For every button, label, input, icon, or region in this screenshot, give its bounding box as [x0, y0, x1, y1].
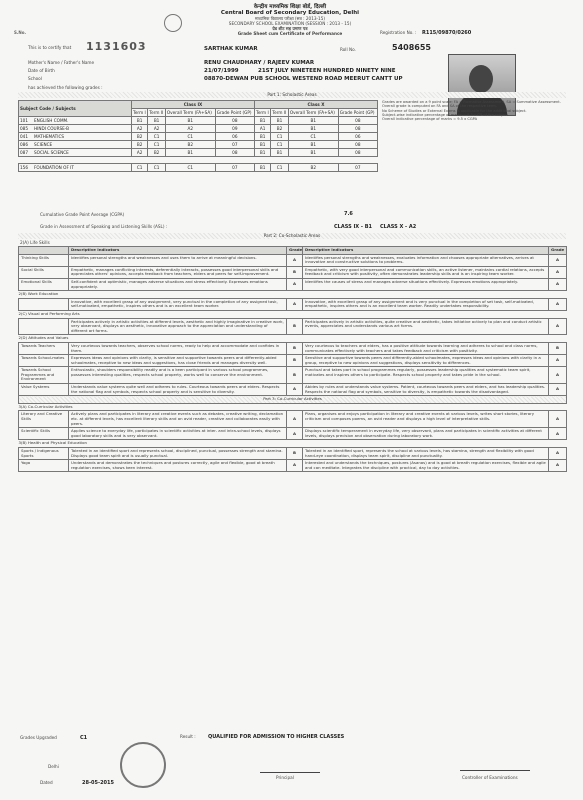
grade-cell: B2 [288, 164, 338, 172]
subject-cell [19, 125, 132, 133]
grade-cell: 07 [338, 164, 377, 172]
grade-cell: A1 [254, 125, 270, 133]
grade-cell: 06 [215, 133, 254, 141]
grade-col-9: Grade [287, 247, 303, 255]
part3-title: Part 3: Co-Curricular Activities [263, 396, 322, 402]
indicator-10: Empathetic, with very good interpersonal and communication skills, an active listener, maintains cordial relations, accepts feedback and criticism with positivity, often demonstrates leadership skills and is an inspiring team worker. [303, 266, 549, 278]
table-row [19, 164, 378, 172]
grade-cell: A2 [148, 125, 166, 133]
principal-label: Principal [276, 775, 294, 780]
grade-9: A [287, 428, 303, 440]
title-hindi: ग्रेड शीट सह प्रमाण पत्र [272, 26, 308, 31]
area-label: Thinking Skills [19, 254, 69, 266]
class10-header: Class X [254, 101, 377, 109]
subject-cell [19, 149, 132, 157]
grade-cell: B1 [254, 117, 270, 125]
work-grade-9: A [287, 298, 303, 310]
table-row [19, 141, 378, 149]
grade-cell: B1 [271, 117, 289, 125]
table-row [19, 367, 567, 384]
exam-hindi: माध्यमिक विद्यालय परीक्षा (सत्र : 2013-15) [254, 16, 326, 21]
certificate-title: Grade Sheet cum Certificate of Performance [237, 31, 343, 36]
grade-cell: C1 [148, 164, 166, 172]
grade-9: B [287, 266, 303, 278]
indicator-9: Identifies personal strengths and weaknesses and uses them to arrive at meaningful decisions. [69, 254, 287, 266]
note-1: Grades are awarded on a 9 point scale; FA = Formative Assessment, SA = Summative Assessment. [382, 100, 561, 104]
grade-cell: B1 [288, 117, 338, 125]
table-row [19, 448, 567, 460]
table-row [19, 298, 567, 310]
grade-cell: B2 [148, 149, 166, 157]
grade-9: B [287, 367, 303, 384]
area-col [19, 247, 69, 255]
table-row [19, 149, 378, 157]
grade-10: B [549, 342, 567, 354]
area-label: Towards Teachers [19, 342, 69, 354]
note-4: Subject-wise indicative percentage of marks = 9.5 x GP of the subject. [382, 112, 510, 117]
term2-col: Term II [271, 109, 289, 117]
subject-name: SOCIAL SCIENCE [34, 150, 69, 155]
dated-label: Dated [40, 780, 53, 785]
board-name: Central Board of Secondary Education, Delhi [220, 10, 360, 16]
indicator-9: Expresses ideas and opinions with clarity, is sensitive and supportive towards peers and differently-abled schoolmates, receptive to new ideas and suggestions, has close friends and manages diversity well. [69, 355, 287, 367]
grade-cell: C1 [148, 133, 166, 141]
grade-cell: C1 [132, 164, 148, 172]
table-row [19, 133, 378, 141]
term1-col: Term I [132, 109, 148, 117]
indicator-9: Actively plans and participates in literary and creative events such as debates, creative writing, declamation etc. at different levels, has excellent literary skills and an avid reader, creative and collaborates easily with peers. [69, 411, 287, 428]
issue-date: 28-05-2015 [82, 780, 114, 786]
subject-cell [19, 117, 132, 125]
grade-9: A [287, 460, 303, 472]
area-label: Value Systems [19, 384, 69, 396]
subject-name: ENGLISH COMM. [34, 118, 69, 123]
grade-cell: C1 [271, 133, 289, 141]
note-5: Overall indicative percentage of marks = 9.5 x CGPA [382, 117, 478, 122]
indicator-9: Understands value systems quite well and adheres to rules. Courteous towards peers and elders. Respects the national flag and symbols, respects school property and is sensitive to diversity. [69, 384, 287, 396]
table-row [19, 254, 567, 266]
arts-indicator-10: Participates actively in artistic activities, quite creative and aesthetic, takes initiative actively to plan and conduct artistic events, appreciates and understands various art forms. [303, 318, 549, 335]
indicator-10: Plans, organises and enjoys participation in literary and creative events at various levels, writes short stories, literary criticism and composes poems, an avid reader and displays a high level of interpretative skills. [303, 411, 549, 428]
indicator-10: Identifies personal strengths and weaknesses, evaluates information and chooses appropriate alternatives, arrives at innovative and constructive solutions to problems. [303, 254, 549, 266]
table-row [19, 460, 567, 472]
parents-name: RENU CHAUDHARY / RAJEEV KUMAR [204, 60, 315, 66]
place-label: Delhi [48, 764, 59, 769]
grade-cell: C1 [165, 164, 215, 172]
indicator-10: Very courteous to teachers and elders, has a positive attitude towards learning and adheres to school and class norms, communicates effectively with teachers and takes feedback and criticism with positivity. [303, 342, 549, 354]
area-label: Scientific Skills [19, 428, 69, 440]
indicator-9: Understands and demonstrates the techniques and postures correctly, agile and flexible, good at breath regulation exercises, shows keen interest. [69, 460, 287, 472]
grade-9: B [287, 342, 303, 354]
subject-cell [19, 141, 132, 149]
grade-cell: B1 [254, 149, 270, 157]
area-label: Literary and Creative Skills [19, 411, 69, 428]
school-label: School [28, 76, 42, 81]
part1-bar [18, 92, 566, 98]
life-skills-heading: 2(A) Life Skills [20, 240, 50, 245]
upgraded-label: Grades Upgraded [20, 735, 57, 740]
result-value: QUALIFIED FOR ADMISSION TO HIGHER CLASSES [208, 734, 345, 740]
grade-cell: A2 [165, 125, 215, 133]
area-label: Sports / Indigenous Sports [19, 448, 69, 460]
table-row [19, 318, 567, 335]
subject-code: 086 [20, 142, 28, 147]
board-header [190, 4, 390, 36]
grade-cell: B1 [254, 141, 270, 149]
arts-grade-10: A [549, 318, 567, 335]
class9-asl: CLASS IX - B1 [334, 224, 373, 230]
grade-cell: A2 [132, 149, 148, 157]
area-label: Towards School-mates [19, 355, 69, 367]
achieved-label: has achieved the following grades : [28, 85, 103, 90]
roll-number: 5408655 [392, 43, 431, 52]
principal-signature [260, 758, 320, 773]
subject-code: 085 [20, 126, 28, 131]
result-label: Result : [180, 734, 196, 739]
grade-cell: B1 [148, 117, 166, 125]
grade-cell: 09 [215, 125, 254, 133]
serial-number: 1131603 [86, 40, 147, 53]
dob-words: 21ST JULY NINETEEN HUNDRED NINETY NINE [258, 68, 396, 74]
grade-10: A [549, 254, 567, 266]
grade-cell: C1 [288, 133, 338, 141]
grade-cell: 07 [215, 164, 254, 172]
dob-number: 21/07/1999 [204, 68, 239, 74]
grade-9: A [287, 411, 303, 428]
table-row [19, 384, 567, 396]
parents-label: Mother's Name / Father's Name [28, 60, 95, 65]
grade-col-10: Grade [549, 247, 567, 255]
school-stamp [120, 742, 166, 788]
work-ed-heading: 2(B) Work Education [19, 291, 567, 299]
dob-label: Date of Birth [28, 68, 55, 73]
grade-cell: B2 [132, 133, 148, 141]
indicator-10: Punctual and takes part in school programmes regularly, possesses leadership qualities and systematic team spirit, motivates and inspires others to participate. Respects school property and takes pride in the school. [303, 367, 549, 384]
work-indicator-9: Innovative, with excellent grasp of any assignment, very punctual in the completion of any assigned task, self-motivated, empathetic, inspires others and is an excellent team worker. [69, 298, 287, 310]
table-row [19, 342, 567, 354]
part2-bar [18, 233, 566, 239]
attitudes-heading: 2(D) Attitudes and Values [19, 335, 567, 343]
note-3: No Scheme of Studies or External Exams is applicable for the additional subject. [382, 108, 527, 113]
part3-bar [19, 396, 567, 404]
scholastic-table [18, 100, 378, 172]
grade-10: A [549, 428, 567, 440]
indicator-9: Very courteous towards teachers, observes school norms, ready to help and accommodate and confides in them. [69, 342, 287, 354]
controller-label: Controller of Examinations [462, 775, 518, 780]
indicator-10: Interested and understands the techniques, postures (Asanas) and is good at breath regulation exercises, flexible and agile and can meditate. Integrates the discipline with practical, day to day activities. [303, 460, 549, 472]
grade-10: A [549, 460, 567, 472]
work-label [19, 298, 69, 310]
grade-9: B [287, 448, 303, 460]
subject-code: 101 [20, 118, 28, 123]
grade-10: A [549, 448, 567, 460]
grade-10: A [549, 411, 567, 428]
grade-10: A [549, 278, 567, 290]
grade-cell: C1 [271, 141, 289, 149]
subject-name: MATHEMATICS [34, 134, 65, 139]
grade-cell: 06 [338, 133, 377, 141]
speaking-label: Grade in Assessment of Speaking and Listening Skills (ASL) : [40, 224, 168, 229]
grade-cell: B1 [254, 164, 270, 172]
health-heading: 3(B) Health and Physical Education [19, 440, 567, 448]
grade-cell: C1 [148, 141, 166, 149]
overall-col: Overall Term (FA+SA) [165, 109, 215, 117]
table-row [19, 125, 378, 133]
indicator-9: Empathetic, manages conflicting interests, deferentially interacts, possesses good interpersonal skills and appreciates others' opinions, accepts feedback from teachers, elders and peers for self-improvement. [69, 266, 287, 278]
work-grade-10: A [549, 298, 567, 310]
roll-label: Roll No. [340, 47, 356, 52]
part1-title: Part 1: Scholastic Areas [267, 92, 317, 97]
indicator-9: Applies science to everyday life, participates in scientific activities at inter- and intra-school levels, displays good laboratory skills and is very observant. [69, 428, 287, 440]
grade-10: A [549, 367, 567, 384]
indicator-10: Identifies the causes of stress and manages adverse situations effectively. Expresses emotions appropriately. [303, 278, 549, 290]
grade-9: B [287, 355, 303, 367]
term1-col: Term I [254, 109, 270, 117]
indicator-10: Talented in an identified sport, represents the school at various levels, has stamina, strength and flexibility with good hand-eye coordination, displays team spirit, discipline and punctuality. [303, 448, 549, 460]
certify-label: This is to certify that [28, 45, 72, 50]
term2-col: Term II [148, 109, 166, 117]
indicator-9: Talented in an identified sport and represents school, disciplined, punctual, possesses strength and stamina. Displays good team spirit and is usually punctual. [69, 448, 287, 460]
work-indicator-10: Innovative, with excellent grasp of any assignment and is very punctual in the completion of set task, self-motivated, empathetic, inspires others and is an excellent team worker. Readily undertakes responsibility. [303, 298, 549, 310]
table-row [19, 428, 567, 440]
grade-cell: C1 [165, 133, 215, 141]
arts-grade-9: B [287, 318, 303, 335]
grade-cell: 08 [338, 141, 377, 149]
subject-code: 087 [20, 150, 28, 155]
area-label: Yoga [19, 460, 69, 472]
grade-cell: B2 [132, 141, 148, 149]
grade-cell: 08 [338, 117, 377, 125]
grade-cell: B1 [254, 133, 270, 141]
grade-cell: 08 [338, 149, 377, 157]
subject-code: 041 [20, 134, 28, 139]
overall-col: Overall Term (FA+SA) [288, 109, 338, 117]
co-curricular-heading: 3(A) Co-Curricular Activities [19, 403, 567, 411]
grade-10: A [549, 266, 567, 278]
coscholastic-table [18, 246, 566, 472]
exam-name: SECONDARY SCHOOL EXAMINATION (SESSION : 2013 - 15) [228, 21, 352, 26]
grade-10: A [549, 355, 567, 367]
indicator-9: Enthusiastic, shoulders responsibility readily and is a keen participant in various school programmes, possesses interesting qualities, respects school property, works well to conserve the environment. [69, 367, 287, 384]
grade-9: A [287, 384, 303, 396]
grade-cell: B2 [271, 125, 289, 133]
grade-cell: B1 [132, 117, 148, 125]
area-label: Emotional Skills [19, 278, 69, 290]
grade-10: A [549, 384, 567, 396]
subjects-header: Subject Code / Subjects [19, 101, 132, 117]
controller-signature [460, 752, 530, 771]
cbse-logo-icon [164, 14, 182, 32]
grade-cell: 07 [215, 141, 254, 149]
board-hindi: केन्द्रीय माध्यमिक शिक्षा बोर्ड, दिल्ली [253, 4, 327, 10]
class10-asl: CLASS X - A2 [380, 224, 417, 230]
indicator-10: Abides by rules and understands value systems. Patient, courteous towards peers and elders, and has leadership qualities. Respects the national flag and symbols, sensitive to diversity, is empathetic towards the disadvantaged. [303, 384, 549, 396]
grade-cell: A2 [132, 125, 148, 133]
arts-label [19, 318, 69, 335]
arts-indicator-9: Participates actively in artistic activities at different levels, aesthetic and highly imaginative in creative work, very observant, displays an aesthetic, innovative approach to the appreciation and understanding of different art forms. [69, 318, 287, 335]
reg-label: Registration No. : [380, 30, 417, 35]
table-row [19, 411, 567, 428]
grade-cell: B1 [288, 149, 338, 157]
student-name: SARTHAK KUMAR [204, 46, 258, 52]
gp-col: Grade Point (GP) [338, 109, 377, 117]
grade-9: A [287, 254, 303, 266]
subject-name: FOUNDATION OF IT [34, 165, 74, 170]
cgpa-label: Cumulative Grade Point Average (CGPA) [40, 212, 125, 217]
grade-9: A [287, 278, 303, 290]
grade-cell: 08 [215, 149, 254, 157]
visual-arts-heading: 2(C) Visual and Performing Arts [19, 310, 567, 318]
subject-code: 156 [20, 165, 28, 170]
table-row [19, 278, 567, 290]
area-label: Social Skills [19, 266, 69, 278]
gp-col: Grade Point (GP) [215, 109, 254, 117]
subject-name: SCIENCE [34, 142, 53, 147]
subject-name: HINDI COURSE-B [34, 126, 70, 131]
area-label: Towards School Programmes and Environment [19, 367, 69, 384]
grade-cell: B1 [165, 149, 215, 157]
grade-cell: C1 [271, 164, 289, 172]
table-row [19, 117, 378, 125]
grade-cell: B1 [288, 141, 338, 149]
grade-cell: 08 [215, 117, 254, 125]
indicators-col-10: Descriptive Indicators [303, 247, 549, 255]
indicator-10: Sensitive and supportive towards peers and differently-abled schoolmates, expresses ideas and opinions with clarity in a group, receptive to new opinions and suggestions, displays sensitivity to differences. [303, 355, 549, 367]
grade-cell: B2 [165, 141, 215, 149]
subject-cell [19, 133, 132, 141]
grade-cell: B1 [288, 125, 338, 133]
scholastic-notes [382, 100, 566, 121]
grade-cell: B1 [165, 117, 215, 125]
school-name: 08870-DEWAN PUB SCHOOL WESTEND ROAD MEERUT CANTT UP [204, 76, 403, 82]
indicator-10: Displays scientific temperament in everyday life, very observant, plans and participates in scientific activities at different levels, displays precision and observation during laboratory work. [303, 428, 549, 440]
grade-cell: 08 [338, 125, 377, 133]
upgraded-value: C1 [80, 735, 88, 741]
class9-header: Class IX [132, 101, 255, 109]
reg-value: R115/09870/0260 [422, 30, 472, 36]
note-2: Overall grade is computed on FA and SA of the respective term. [382, 104, 497, 109]
part2-title: Part 2: Co-Scholastic Areas [263, 233, 321, 238]
table-row [19, 266, 567, 278]
indicators-col-9: Descriptive Indicators [69, 247, 287, 255]
indicator-9: Self-confident and optimistic, manages adverse situations and stress effectively. Expresses emotions appropriately. [69, 278, 287, 290]
grade-cell: B1 [271, 149, 289, 157]
table-row [19, 355, 567, 367]
subject-cell [19, 164, 132, 172]
cgpa-value: 7.6 [344, 211, 353, 217]
serial-prefix: S.No. [14, 30, 27, 35]
